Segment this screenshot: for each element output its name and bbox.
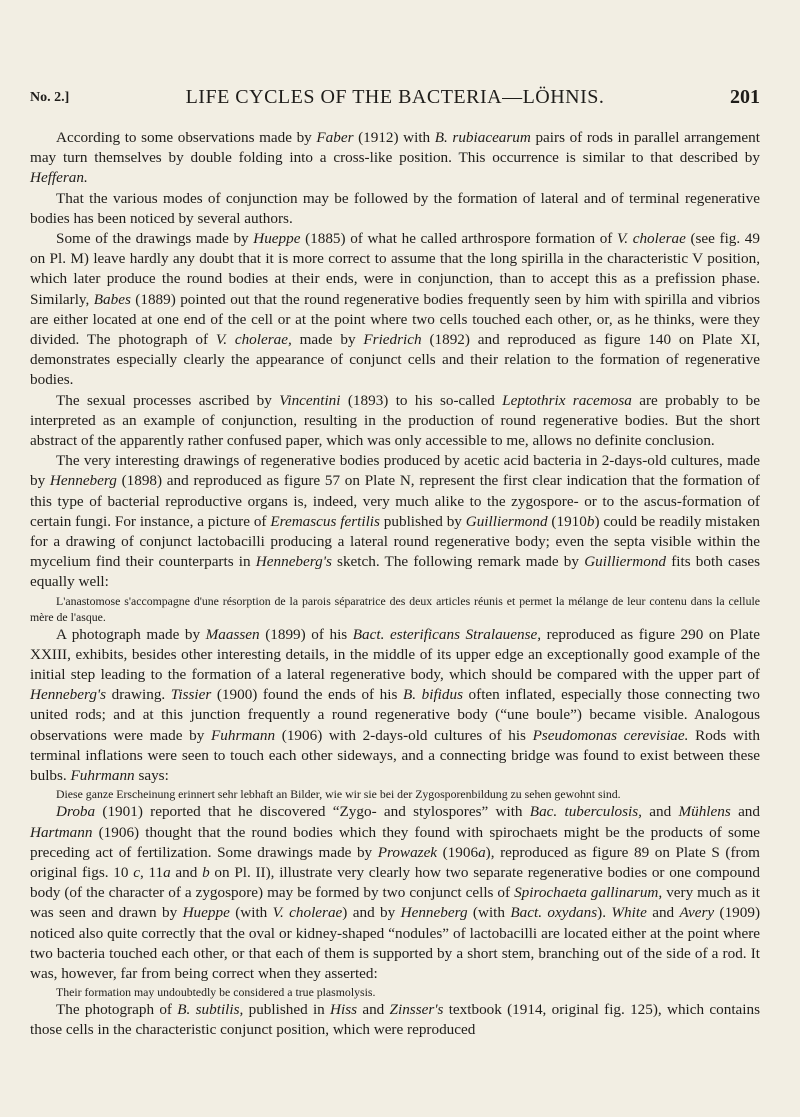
paragraph: The sexual processes ascribed by Vincentini (1893) to his so-called Leptothrix racemosa are probably to be interpreted as an example of conjunction, resulting in the production of round regenerative bodies. But the short abstract of the apparently rather confused paper, which was only accessible to me, allows no definite conclusion. [30,391,760,450]
body-text [30,128,760,1041]
block-quote: Their formation may undoubtedly be considered a true plasmolysis. [56,985,376,1000]
block-quote: L'anastomose s'accompagne d'une résorption de la parois séparatrice des deux articles réunis et permet la mélange de leur contenu dans la cellule mère de l'asque. [30,593,760,624]
paragraph: Some of the drawings made by Hueppe (1885) of what he called arthrospore formation of V. cholerae (see fig. 49 on Pl. M) leave hardly any doubt that it is more correct to assume that the long spirilla in the characteristic V position, which later produce the round bodies at their ends, were in conjunction, than to accept this as a prefission phase. Similarly, Babes (1889) pointed out that the round regenerative bodies frequently seen by him with spirilla and vibrios are either located at one end of the cell or at the point where two cells touched each other, or, as he thinks, were they divided. The photograph of V. cholerae, made by Friedrich (1892) and reproduced as figure 140 on Plate XI, demonstrates especially clearly the appearance of conjunct cells and their relation to the formation of regenerative bodies. [30,230,760,389]
paragraph: That the various modes of conjunction may be followed by the formation of lateral and of terminal regenerative bodies has been noticed by several authors. [30,189,760,227]
issue-number: No. 2.] [30,90,70,105]
paragraph: According to some observations made by Faber (1912) with B. rubiacearum pairs of rods in parallel arrangement may turn themselves by double folding into a cross-like position. This occurrence is similar to that described by Hefferan. [30,129,760,187]
paragraph: The very interesting drawings of regenerative bodies produced by acetic acid bacteria in 2-days-old cultures, made by Henneberg (1898) and reproduced as figure 57 on Plate N, represent the first clear indication that the formation of this type of bacterial reproductive organs is, indeed, very much alike to the zygospore- or to the ascus-formation of certain fungi. For instance, a picture of Eremascus fertilis published by Guilliermond (1910b) could be readily mistaken for a drawing of conjunct lactobacilli producing a lateral round regenerative body; even the septa visible within the mycelium find their counterparts in Henneberg's sketch. The following remark made by Guilliermond fits both cases equally well: [30,452,761,591]
page-number: 201 [730,86,760,108]
paragraph: The photograph of B. subtilis, published in Hiss and Zinsser's textbook (1914, original fig. 125), which contains those cells in the characteristic conjunct position, which were reproduced [30,1001,761,1039]
block-quote: Diese ganze Erscheinung erinnert sehr lebhaft an Bilder, wie wir sie bei der Zygosporenbildung zu sehen gewohnt sind. [56,787,621,802]
running-title: LIFE CYCLES OF THE BACTERIA—LÖHNIS. [185,86,605,108]
paragraph: A photograph made by Maassen (1899) of his Bact. esterificans Stralauense, reproduced as figure 290 on Plate XXIII, exhibits, besides other interesting details, in the middle of its upper edge an exceptionally good example of the initial step leading to the formation of a lateral regenerative body, which should be compared with the upper part of Henneberg's drawing. Tissier (1900) found the ends of his B. bifidus often inflated, especially those connecting two united rods; and at this junction frequently a round regenerative body (“une boule”) became visible. Analogous observations were made by Fuhrmann (1906) with 2-days-old cultures of his Pseudomonas cerevisiae. Rods with terminal inflations were seen to touch each other sideways, and a connecting bridge was found to exist between these bulbs. Fuhrmann says: [30,625,761,785]
paragraph: Droba (1901) reported that he discovered “Zygo- and stylospores” with Bac. tuberculosis, and Mühlens and Hartmann (1906) thought that the round bodies which they found with spirochaets might be the products of some preceding act of fertilization. Some drawings made by Prowazek (1906a), reproduced as figure 89 on Plate S (from original figs. 10 c, 11a and b on Pl. II), illustrate very clearly how two separate regenerative bodies or one compound body (of the character of a zygospore) may be formed by two conjunct cells of Spirochaeta gallinarum, very much as it was seen and drawn by Hueppe (with V. cholerae) and by Henneberg (with Bact. oxydans). White and Avery (1909) noticed also quite correctly that the oval or kidney-shaped “nodules” of lactobacilli are located either at the point where two bacteria touched each other, or that each of them is supported by a short stem, branching out of the side of a rod. It was, however, far from being correct when they asserted: [30,803,760,982]
running-header [30,86,760,116]
